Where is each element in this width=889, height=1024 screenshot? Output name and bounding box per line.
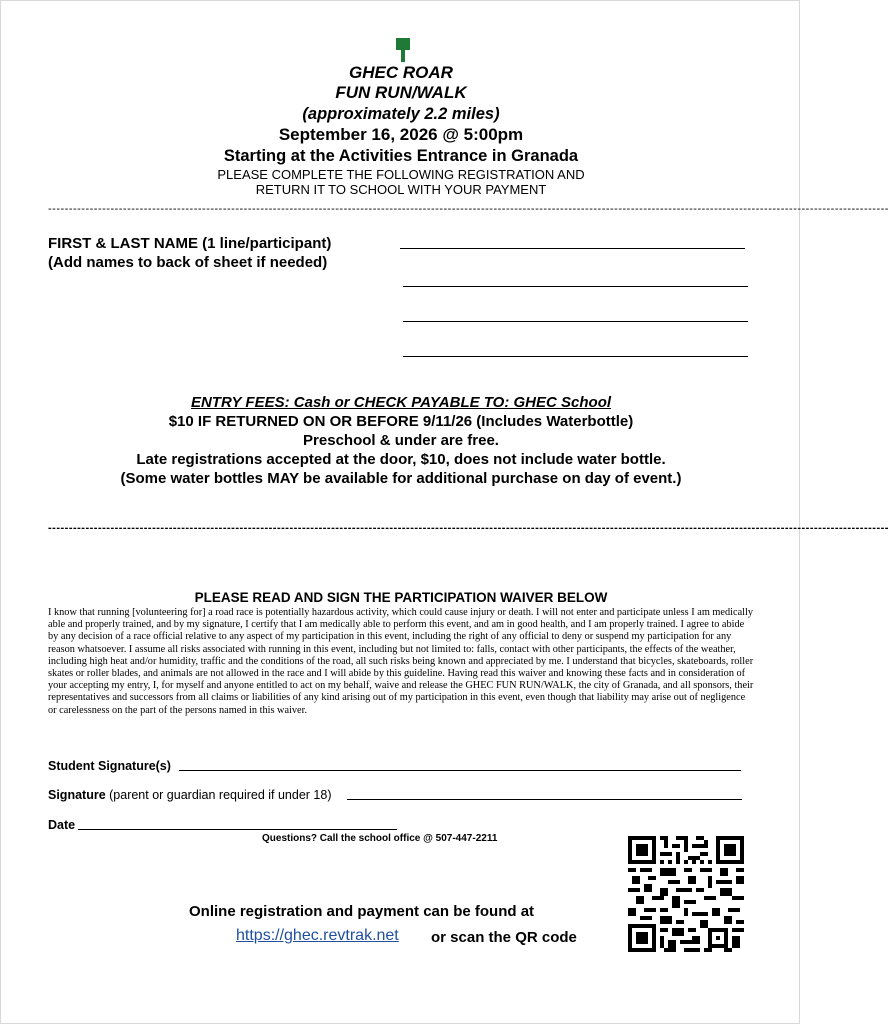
student-signature-line[interactable] [179, 770, 741, 771]
participant-name-line-3[interactable] [403, 321, 748, 322]
event-start-location: Starting at the Activities Entrance in Granada [223, 147, 579, 165]
name-label-line2: (Add names to back of sheet if needed) [48, 254, 328, 271]
fee-line-2: Preschool & under are free. [303, 432, 499, 449]
registration-link[interactable]: https://ghec.revtrak.net [236, 927, 399, 944]
date-text: Date [48, 818, 76, 832]
fee-line-1: $10 IF RETURNED ON OR BEFORE 9/11/26 (Includes Waterbottle) [168, 413, 634, 430]
entry-fees-section [1, 393, 801, 488]
event-distance: (approximately 2.2 miles) [302, 105, 500, 123]
separator-middle: ---------------------------------------------------------------------------------------------------------------------------------------------------------------------------------------------------------- [48, 522, 889, 534]
date-line[interactable] [78, 829, 397, 830]
participant-name-line-2[interactable] [403, 286, 748, 287]
participant-name-line-4[interactable] [403, 356, 748, 357]
student-signature-text: Student Signature(s) [48, 759, 171, 773]
fee-line-4: (Some water bottles MAY be available for additional purchase on day of event.) [120, 470, 682, 487]
parent-signature-line[interactable] [347, 799, 742, 800]
school-logo-icon [395, 38, 411, 62]
student-signature-label [48, 759, 171, 773]
event-title [1, 63, 801, 103]
parent-signature-note: (parent or guardian required if under 18) [105, 788, 332, 802]
entry-fees-heading: ENTRY FEES: Cash or CHECK PAYABLE TO: GHEC School [190, 394, 612, 411]
instructions-line2: RETURN IT TO SCHOOL WITH YOUR PAYMENT [255, 182, 547, 197]
separator-top: ---------------------------------------------------------------------------------------------------------------------------------------------------------------------------------------------------------- [48, 203, 889, 215]
online-registration-text: Online registration and payment can be found at [189, 903, 535, 920]
event-title-line1: GHEC ROAR [349, 63, 453, 82]
event-title-line2: FUN RUN/WALK [335, 83, 467, 102]
date-label [48, 818, 75, 832]
scan-qr-text: or scan the QR code [431, 929, 577, 946]
waiver-text: I know that running [volunteering for] a road race is potentially hazardous activity, which could cause injury or death. I will not enter and participate unless I am medically able and properly trained, and by my signature, I certify that I am medically able to perform this event, and am in good health, and I am properly trained. I agree to abide by any decision of a race official relative to any aspect of my participation in this event, including the right of any official to deny or suspend my participation for any reason whatsoever. I assume all risks associated with running in this event, including but not limited to: falls, contact with other participants, the effects of the weather, including high heat and/or humidity, traffic and the conditions of the road, all such risks being known and appreciated by me. I understand that bicycles, skateboards, roller skates or roller blades, and animals are not allowed in the race and I will abide by this guideline. Having read this waiver and knowing these facts and in consideration of your accepting my entry, I, for myself and anyone entitled to act on my behalf, waive and release the GHEC FUN RUN/WALK, the city of Granada, and all sponsors, their representatives and successors from all claims or liabilities of any kind arising out of my participation in this event, even though that liability may arise out of negligence or carelessness on the part of the persons named in this waiver. [48, 607, 754, 716]
event-date-time: September 16, 2026 @ 5:00pm [278, 125, 524, 144]
name-label-line1: FIRST & LAST NAME (1 line/participant) [48, 235, 332, 252]
participant-name-label [48, 234, 331, 272]
fee-line-3: Late registrations accepted at the door, $10, does not include water bottle. [136, 451, 666, 468]
parent-signature-label [48, 788, 332, 802]
participant-name-line-1[interactable] [400, 248, 745, 249]
instructions-line1: PLEASE COMPLETE THE FOLLOWING REGISTRATION AND [217, 167, 585, 182]
form-instructions [1, 167, 801, 197]
parent-signature-bold: Signature [48, 788, 106, 802]
qr-code-icon[interactable] [628, 836, 744, 952]
waiver-heading: PLEASE READ AND SIGN THE PARTICIPATION WAIVER BELOW [194, 590, 608, 605]
questions-contact: Questions? Call the school office @ 507-447-2211 [262, 833, 498, 844]
